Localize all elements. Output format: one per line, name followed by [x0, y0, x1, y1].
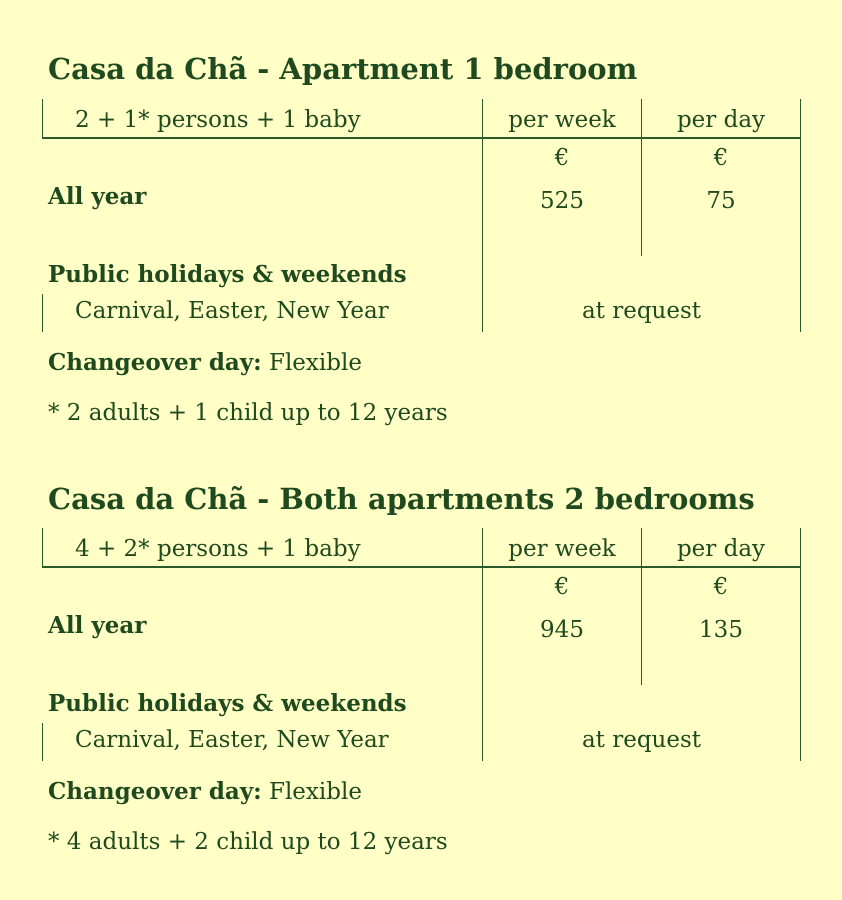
- header-persons: 4 + 2* persons + 1 baby: [75, 536, 361, 562]
- all-year-label: All year: [48, 612, 147, 639]
- footnote: * 4 adults + 2 child up to 12 years: [48, 829, 448, 855]
- changeover-value: Flexible: [268, 779, 362, 805]
- holidays-label: Public holidays & weekends: [48, 690, 407, 717]
- table-header-divider: [42, 137, 801, 139]
- section-title: Casa da Chã - Apartment 1 bedroom: [48, 52, 638, 86]
- all-year-price-week: 945: [540, 617, 584, 643]
- header-persons: 2 + 1* persons + 1 baby: [75, 107, 361, 133]
- currency-symbol-week: €: [554, 145, 570, 171]
- changeover-day: [48, 778, 362, 806]
- all-year-price-day: 135: [699, 617, 743, 643]
- header-per-week: per week: [508, 107, 616, 133]
- all-year-price-week: 525: [540, 188, 584, 214]
- header-per-week: per week: [508, 536, 616, 562]
- table-right-border: [800, 99, 801, 332]
- table-left-border: [42, 294, 43, 332]
- holidays-label: Public holidays & weekends: [48, 261, 407, 288]
- changeover-label: Changeover day:: [48, 778, 262, 805]
- footnote: * 2 adults + 1 child up to 12 years: [48, 400, 448, 426]
- table-left-border: [42, 99, 43, 137]
- changeover-day: [48, 349, 362, 377]
- currency-symbol-day: €: [713, 145, 729, 171]
- holidays-sublabel: Carnival, Easter, New Year: [75, 298, 389, 324]
- table-left-border: [42, 528, 43, 566]
- table-header-divider: [42, 566, 801, 568]
- table-left-border: [42, 723, 43, 761]
- changeover-label: Changeover day:: [48, 349, 262, 376]
- holidays-price: at request: [581, 298, 702, 324]
- price-section-both-apartments: [0, 429, 842, 855]
- header-per-day: per day: [676, 536, 766, 562]
- section-title: Casa da Chã - Both apartments 2 bedrooms: [48, 482, 755, 516]
- all-year-label: All year: [48, 183, 147, 210]
- currency-symbol-week: €: [554, 574, 570, 600]
- holidays-sublabel: Carnival, Easter, New Year: [75, 727, 389, 753]
- currency-symbol-day: €: [713, 574, 729, 600]
- header-per-day: per day: [676, 107, 766, 133]
- all-year-price-day: 75: [706, 188, 736, 214]
- changeover-value: Flexible: [268, 350, 362, 376]
- holidays-price: at request: [581, 727, 702, 753]
- table-right-border: [800, 528, 801, 761]
- price-section-apartment-1-bedroom: [0, 0, 842, 426]
